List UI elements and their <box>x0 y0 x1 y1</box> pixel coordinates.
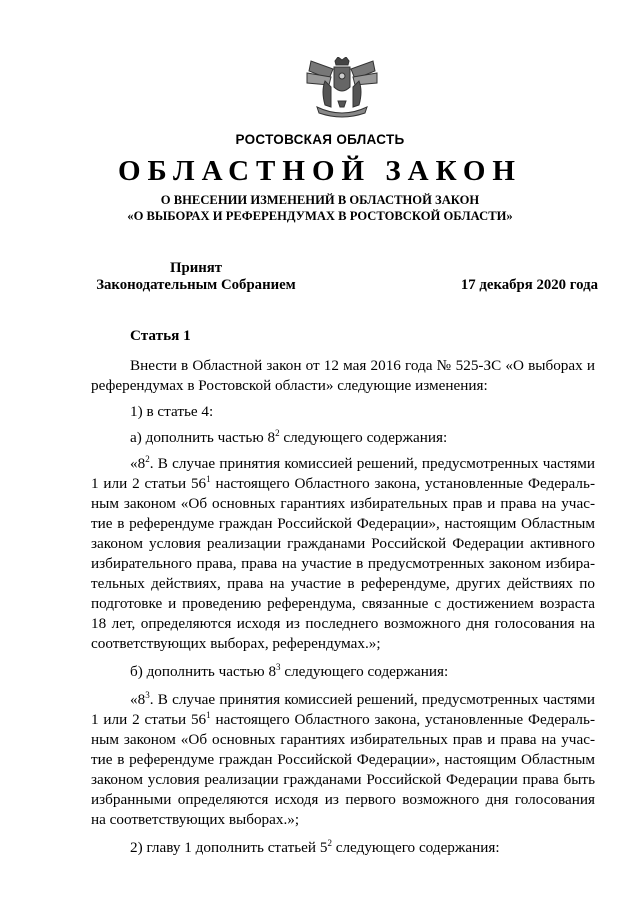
paragraph-8-3-superscript: 3 <box>145 689 150 700</box>
paragraph-8-3-text: . В случае принятия комиссией решений, предусмотренных частями 1 или 2 статьи 56 <box>91 691 595 728</box>
item-2-text-end: следующего содержания: <box>331 839 500 856</box>
adoption-label <box>92 260 300 294</box>
region-name: РОСТОВСКАЯ ОБЛАСТЬ <box>235 132 405 147</box>
law-body <box>91 326 595 858</box>
item-1b-superscript: 3 <box>276 661 281 672</box>
list-item-2 <box>91 838 595 858</box>
paragraph-8-2 <box>91 454 595 654</box>
list-item-1b <box>91 662 595 682</box>
item-1b-text-end: следующего содержания: <box>280 663 449 680</box>
paragraph-8-3-text-end: настоящего Областного закона, установленные Федеральным законом «Об основных гарантиях избирательных прав и права на участие в референдуме граждан Российской Федерации», настоящим Областным законом условия реализации гражданами Российской Федерации права быть избранными определяются исходя из первого возможного дня голосования на соответствующих выборах.»; <box>91 711 595 828</box>
article-intro: Внести в Областной закон от 12 мая 2016 года № 525-ЗС «О выборах и референдумах в Ростовской области» следующие изменения: <box>91 357 595 394</box>
paragraph-8-2-superscript: 2 <box>145 453 150 464</box>
item-2-superscript: 2 <box>327 837 332 848</box>
document-type-heading: ОБЛАСТНОЙ ЗАКОН <box>118 155 522 187</box>
paragraph-8-3-number: «8 <box>130 691 146 708</box>
paragraph-8-3 <box>91 690 595 830</box>
adoption-label-line-2: Законодательным Собранием <box>96 277 296 293</box>
item-1a-text-end: следующего содержания: <box>279 429 448 446</box>
paragraph-8-3-article-superscript: 1 <box>206 709 211 720</box>
paragraph-8-2-text: . В случае принятия комиссией решений, предусмотренных частями 1 или 2 статьи 56 <box>91 455 595 492</box>
adoption-label-line-1: Принят <box>169 260 223 276</box>
paragraph-8-2-text-end: настоящего Областного закона, установленные Федеральным законом «Об основных гарантиях избирательных прав и права на участие в референдуме граждан Российской Федерации», настоящим Областным законом условия реализации гражданами Российской Федерации активного избирательного права, права на участие в предусмотренных законом избирательных действиях, права на участие в референдуме, других действиях по подготовке и проведению референдума, связанные с достижением возраста 18 лет, определяются исходя из последнего возможного дня голосования на соответствующих выборах, референдумах.»; <box>91 475 595 652</box>
paragraph-8-2-number: «8 <box>130 455 146 472</box>
article-title: Статья 1 <box>130 327 191 344</box>
item-1b-text: б) дополнить частью 8 <box>130 663 277 680</box>
law-subtitle <box>0 192 640 224</box>
subtitle-line-1: О ВНЕСЕНИИ ИЗМЕНЕНИЙ В ОБЛАСТНОЙ ЗАКОН <box>160 193 480 207</box>
list-item-1: 1) в статье 4: <box>130 403 214 420</box>
paragraph-8-2-article-superscript: 1 <box>206 473 211 484</box>
list-item-1a <box>91 428 595 448</box>
adoption-date: 17 декабря 2020 года <box>460 277 598 293</box>
item-1a-text: а) дополнить частью 8 <box>130 429 276 446</box>
subtitle-line-2: «О ВЫБОРАХ И РЕФЕРЕНДУМАХ В РОСТОВСКОЙ ОБЛАСТИ» <box>127 209 513 223</box>
item-2-text: 2) главу 1 дополнить статьей 5 <box>130 839 328 856</box>
coat-of-arms-emblem <box>303 57 381 121</box>
item-1a-superscript: 2 <box>275 427 280 438</box>
